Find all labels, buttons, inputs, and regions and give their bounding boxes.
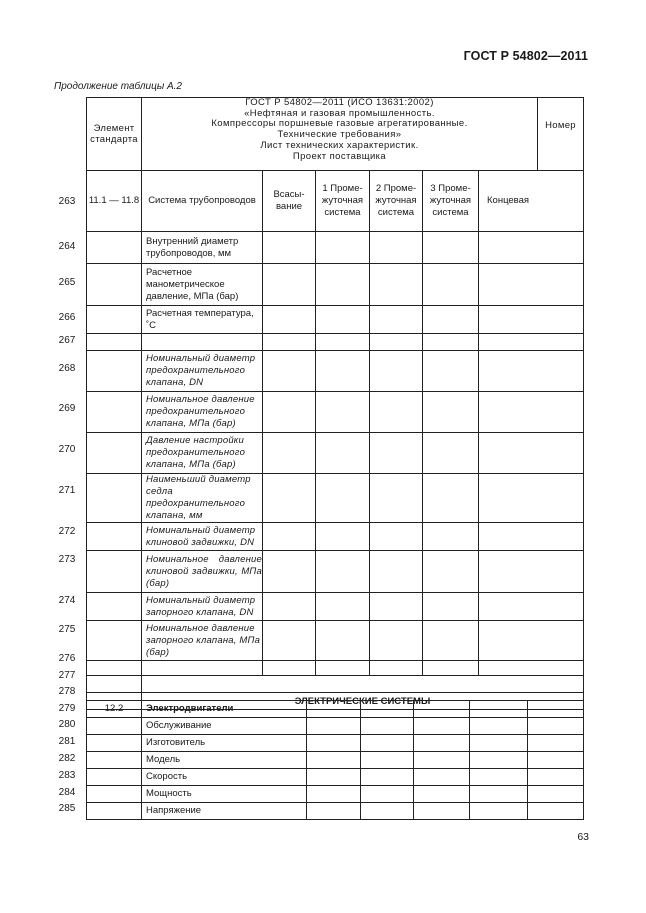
table-row bbox=[87, 769, 584, 786]
row-label: Напряжение bbox=[142, 803, 307, 820]
row-label bbox=[142, 334, 263, 351]
element-cell: 11.1 — 11.8 bbox=[87, 171, 142, 232]
title-line: «Нефтяная и газовая промышленность. bbox=[244, 107, 435, 119]
row-number: 278 bbox=[58, 686, 76, 697]
stage3-column-label: 3 Проме-жуточная система bbox=[423, 171, 479, 232]
row-number: 265 bbox=[58, 277, 76, 288]
section-title-electrical: ЭЛЕКТРИЧЕСКИЕ СИСТЕМЫ bbox=[142, 693, 584, 710]
table-row bbox=[87, 232, 584, 264]
table-continuation-caption: Продолжение таблицы А.2 bbox=[54, 81, 182, 92]
table-row bbox=[87, 523, 584, 551]
row-number: 281 bbox=[58, 736, 76, 747]
row-number: 283 bbox=[58, 770, 76, 781]
table-row bbox=[87, 621, 584, 661]
row-label bbox=[142, 661, 263, 676]
table-row bbox=[87, 718, 584, 735]
row-label: Наименьший диаметр седла предохранительного клапана, мм bbox=[142, 474, 263, 523]
row-number: 268 bbox=[58, 363, 76, 374]
motors-section-label: Электродвигатели bbox=[142, 701, 307, 718]
row-number: 270 bbox=[58, 444, 76, 455]
row-number: 272 bbox=[58, 526, 76, 537]
table-row bbox=[87, 264, 584, 306]
row-number: 277 bbox=[58, 670, 76, 681]
row-number: 263 bbox=[58, 196, 76, 207]
row-label: Скорость bbox=[142, 769, 307, 786]
table-header-row bbox=[87, 98, 584, 171]
row-number: 284 bbox=[58, 787, 76, 798]
title-line: ГОСТ Р 54802—2011 (ИСО 13631:2002) bbox=[245, 97, 434, 108]
row-number: 269 bbox=[58, 403, 76, 414]
row-number: 264 bbox=[58, 241, 76, 252]
table-row bbox=[87, 752, 584, 769]
row-number: 274 bbox=[58, 595, 76, 606]
row-number: 285 bbox=[58, 803, 76, 814]
table-row bbox=[87, 786, 584, 803]
row-label: Внутренний диаметр трубопроводов, мм bbox=[142, 232, 263, 264]
table-row bbox=[87, 661, 584, 676]
document-title-cell bbox=[142, 98, 538, 171]
stage2-column-label: 2 Проме-жуточная система bbox=[370, 171, 423, 232]
row-number: 276 bbox=[58, 653, 76, 664]
final-column-label: Концевая bbox=[479, 171, 584, 232]
row-label: Расчетная температура, ˚С bbox=[142, 306, 263, 334]
title-line: Проект поставщика bbox=[292, 150, 387, 162]
motors-table bbox=[86, 700, 584, 820]
table-row bbox=[87, 433, 584, 474]
data-sheet-table bbox=[86, 97, 584, 710]
row-label: Обслуживание bbox=[142, 718, 307, 735]
table-row bbox=[87, 392, 584, 433]
element-cell: 12.2 bbox=[87, 701, 142, 718]
table-row bbox=[87, 171, 584, 232]
table-row bbox=[87, 351, 584, 392]
table-row bbox=[87, 676, 584, 693]
row-label: Номинальный диаметр запорного клапана, DN bbox=[142, 593, 263, 621]
row-label: Мощность bbox=[142, 786, 307, 803]
title-line: Лист технических характеристик. bbox=[260, 139, 419, 151]
row-label: Номинальное давление клиновой задвижки, МПа (бар) bbox=[142, 551, 263, 593]
document-header-id: ГОСТ Р 54802—2011 bbox=[463, 49, 588, 63]
piping-system-label: Система трубопроводов bbox=[142, 171, 263, 232]
row-number: 267 bbox=[58, 335, 76, 346]
row-number: 280 bbox=[58, 719, 76, 730]
row-label: Номинальный диаметр предохранительного клапана, DN bbox=[142, 351, 263, 392]
row-number: 271 bbox=[58, 485, 76, 496]
table-row bbox=[87, 803, 584, 820]
row-label: Расчетное манометрическое давление, МПа (бар) bbox=[142, 264, 263, 306]
row-label bbox=[142, 676, 584, 693]
row-number: 275 bbox=[58, 624, 76, 635]
row-number: 266 bbox=[58, 312, 76, 323]
title-line: Компрессоры поршневые газовые агрегатированные. bbox=[211, 118, 468, 130]
element-header-cell: Элемент стандарта bbox=[87, 98, 142, 171]
table-row bbox=[87, 474, 584, 523]
table-row bbox=[87, 334, 584, 351]
table-row bbox=[87, 551, 584, 593]
row-number: 282 bbox=[58, 753, 76, 764]
row-label: Изготовитель bbox=[142, 735, 307, 752]
row-label: Номинальное давление запорного клапана, МПа (бар) bbox=[142, 621, 263, 661]
page-number: 63 bbox=[577, 831, 589, 843]
suction-column-label: Всасы-вание bbox=[263, 171, 316, 232]
table-row bbox=[87, 593, 584, 621]
title-line: Технические требования» bbox=[277, 129, 402, 141]
table-row bbox=[87, 701, 584, 718]
stage1-column-label: 1 Проме-жуточная система bbox=[316, 171, 370, 232]
row-label: Давление настройки предохранительного клапана, МПа (бар) bbox=[142, 433, 263, 474]
row-label: Номинальный диаметр клиновой задвижки, DN bbox=[142, 523, 263, 551]
row-label: Номинальное давление предохранительного клапана, МПа (бар) bbox=[142, 392, 263, 433]
row-number: 279 bbox=[58, 703, 76, 714]
row-label: Модель bbox=[142, 752, 307, 769]
row-number: 273 bbox=[58, 554, 76, 565]
table-row bbox=[87, 306, 584, 334]
table-row bbox=[87, 735, 584, 752]
number-header-cell: Номер bbox=[538, 98, 584, 171]
